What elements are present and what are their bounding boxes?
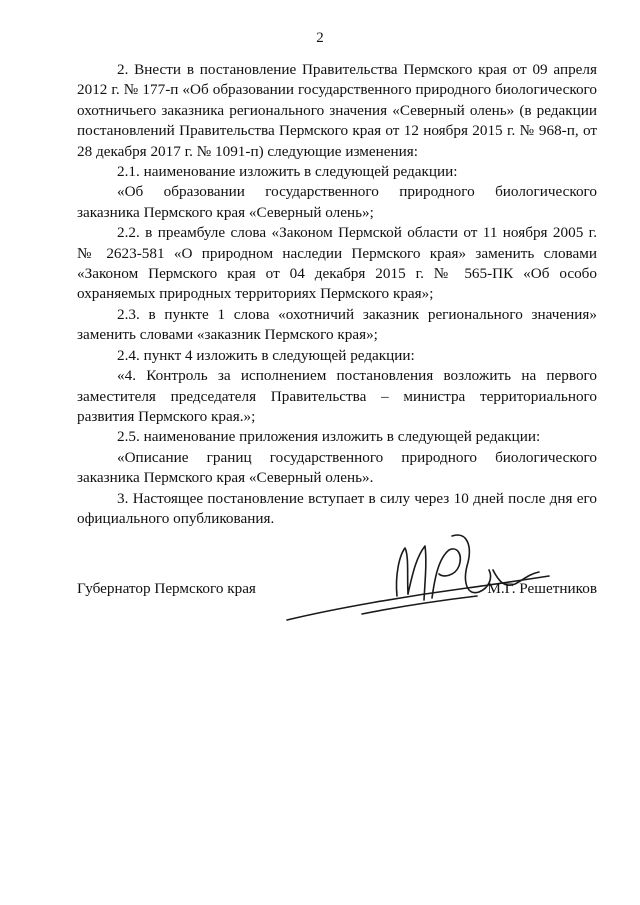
paragraph-item-2-5: 2.5. наименование приложения изложить в следующей редакции: xyxy=(117,428,541,446)
document-body xyxy=(77,60,597,529)
paragraph-item-2: 2. Внести в постановление Правительства Пермского края от 09 апреля 2012 г. № 177-п «Об образовании государственного природного биологического охотничьего заказника регионального значения «Северный олень» (в редакции постановлений Правительства Пермского края от 12 ноября 2015 г. № 968-п, от 28 декабря 2017 г. № 1091-п) следующие изменения: xyxy=(77,61,597,160)
signer-title: Губернатор Пермского края xyxy=(77,580,256,597)
paragraph-item-2-1: 2.1. наименование изложить в следующей редакции: xyxy=(117,163,458,181)
paragraph-item-2-3: 2.3. в пункте 1 слова «охотничий заказник регионального значения» заменить словами «заказник Пермского края»; xyxy=(77,305,597,344)
page-number: 2 xyxy=(316,30,324,46)
paragraph-quote-control: «4. Контроль за исполнением постановления возложить на первого заместителя председателя Правительства – министра территориального развития Пермского края.»; xyxy=(77,367,597,425)
paragraph-item-3: 3. Настоящее постановление вступает в силу через 10 дней после дня его официального опубликования. xyxy=(77,489,597,527)
signature-block xyxy=(77,576,597,636)
paragraph-item-2-2: 2.2. в преамбуле слова «Законом Пермской области от 11 ноября 2005 г. № 2623-581 «О природном наследии Пермского края» заменить словами «Законом Пермского края от 04 декабря 2015 г. № 565-ПК «Об особо охраняемых природных территориях Пермского края»; xyxy=(77,224,597,303)
paragraph-quote-title: «Об образовании государственного природного биологического заказника Пермского края «Северный олень»; xyxy=(77,183,597,221)
paragraph-quote-appendix: «Описание границ государственного природного биологического заказника Пермского края «Северный олень». xyxy=(77,448,597,487)
signer-name: М.Г. Решетников xyxy=(487,580,597,597)
handwritten-signature xyxy=(267,516,557,626)
paragraph-item-2-4: 2.4. пункт 4 изложить в следующей редакции: xyxy=(117,346,415,364)
